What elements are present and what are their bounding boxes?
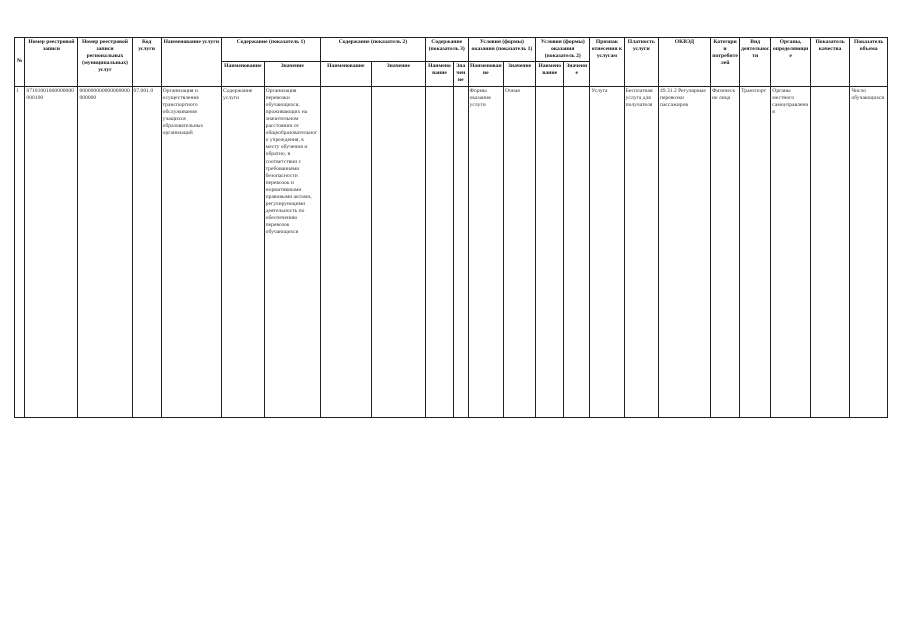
- col-payment-header: Платность услуги: [624, 38, 658, 87]
- cell-content1-value: Организация перевозки обучающихся, проживающих на значительном расстоянии от общеобразовательного учреждения, к месту обучения и обратно, в соответствии с требованиями безопасности перевозок и нормативными правовыми актами, регулирующими деятельность по обеспечению перевозок обучающихся: [264, 86, 320, 417]
- cell-cond2-name: [536, 86, 564, 417]
- col-sign-header: Признак отнесения к услугам: [590, 38, 624, 87]
- content2-value-subheader: Значение: [371, 62, 425, 86]
- cond1-name-subheader: Наименование: [468, 62, 503, 86]
- cell-reg-unique: 000000000000000000000000: [78, 86, 132, 417]
- cell-content1-name: Содержание услуги: [222, 86, 265, 417]
- cell-content3-value: [454, 86, 469, 417]
- cell-content2-value: [371, 86, 425, 417]
- cell-sign: Услуга: [590, 86, 624, 417]
- col-okved-header: ОКВЭД: [658, 38, 710, 87]
- header-row: [15, 38, 888, 62]
- cell-quality: [810, 86, 850, 417]
- col-quality-header: Показатель качества: [810, 38, 850, 87]
- col-cond2-header: Условия (формы) оказания (показатель 2): [536, 38, 590, 62]
- cell-cond1-value: Очная: [503, 86, 535, 417]
- col-service-code-header: Код услуги: [132, 38, 161, 87]
- col-authority-header: Органы, определяющие: [771, 38, 811, 87]
- content1-value-subheader: Значение: [264, 62, 320, 86]
- content1-name-subheader: Наименование: [222, 62, 265, 86]
- cell-consumer: Физические лица: [710, 86, 739, 417]
- col-service-name-header: Наименование услуги: [161, 38, 221, 87]
- cell-reg-number: 87101001000000000000100: [25, 86, 78, 417]
- cell-content2-name: [320, 86, 371, 417]
- col-content2-header: Содержание (показатель 2): [320, 38, 425, 62]
- col-activity-header: Вид деятельности: [740, 38, 771, 87]
- cell-volume: Число обучающихся: [850, 86, 888, 417]
- cond2-value-subheader: Значение: [564, 62, 590, 86]
- cell-activity: Транспорт: [740, 86, 771, 417]
- cell-okved: 49.31.2 Регулярные перевозки пассажиров: [658, 86, 710, 417]
- cell-payment: Бесплатная услуга для получателя: [624, 86, 658, 417]
- col-reg-unique-header: Номер реестровой записи региональных (муниципальных) услуг: [78, 38, 132, 87]
- cond2-name-subheader: Наименование: [536, 62, 564, 86]
- cell-authority: Органы местного самоуправления: [771, 86, 811, 417]
- col-volume-header: Показатель объема: [850, 38, 888, 87]
- table-row: [15, 86, 888, 417]
- cell-cond2-value: [564, 86, 590, 417]
- cell-service-code: 07.001.0: [132, 86, 161, 417]
- content3-value-subheader: Значение: [454, 62, 469, 86]
- col-content3-header: Содержание (показатель 3): [425, 38, 468, 62]
- cell-service-name: Организация и осуществление транспортного обслуживания учащихся образовательных организаций: [161, 86, 221, 417]
- content3-name-subheader: Наименование: [425, 62, 453, 86]
- cell-cond1-name: Формы оказания услуги: [468, 86, 503, 417]
- content2-name-subheader: Наименование: [320, 62, 371, 86]
- col-consumer-header: Категории потребителей: [710, 38, 739, 87]
- col-reg-number-header: Номер реестровой записи: [25, 38, 78, 87]
- col-cond1-header: Условия (формы) оказания (показатель 1): [468, 38, 536, 62]
- registry-table: [14, 37, 888, 418]
- cond1-value-subheader: Значение: [503, 62, 535, 86]
- cell-num: 1: [15, 86, 25, 417]
- col-content1-header: Содержание (показатель 1): [222, 38, 321, 62]
- cell-content3-name: [425, 86, 453, 417]
- col-num-header: №: [15, 38, 25, 87]
